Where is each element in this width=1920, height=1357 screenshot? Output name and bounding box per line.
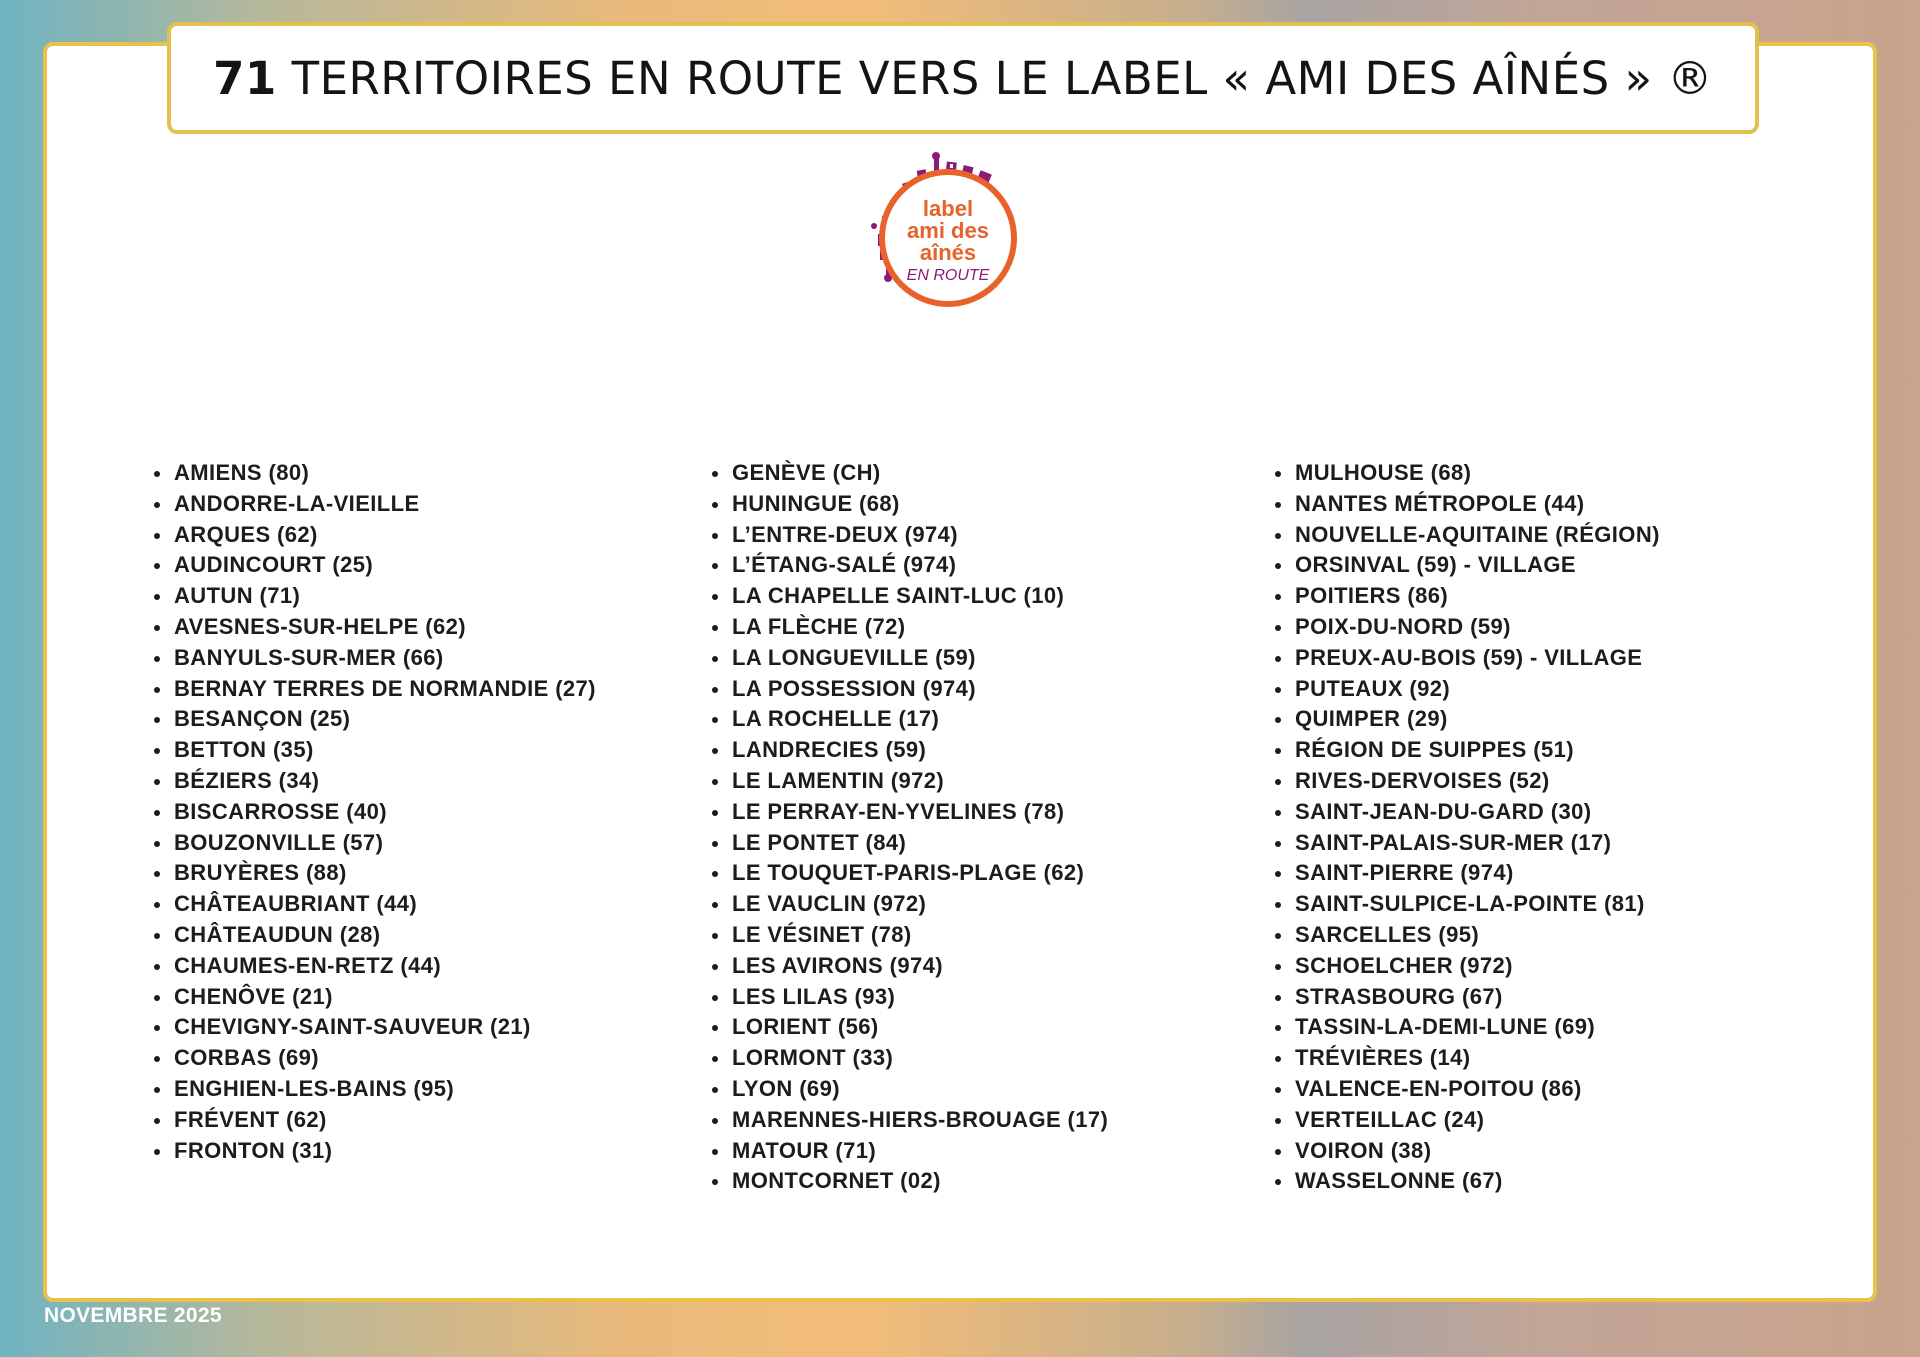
territory-item: PUTEAUX (92): [1271, 674, 1660, 705]
territory-item: LA ROCHELLE (17): [708, 704, 1108, 735]
logo-line3: aînés: [919, 240, 977, 265]
territory-list-3: [1271, 458, 1660, 1197]
territory-item: FRONTON (31): [150, 1136, 596, 1167]
territory-item: LA LONGUEVILLE (59): [708, 643, 1108, 674]
territory-item: BÉZIERS (34): [150, 766, 596, 797]
territory-item: LANDRECIES (59): [708, 735, 1108, 766]
territory-columns: [0, 458, 1920, 1218]
territory-item: LE VÉSINET (78): [708, 920, 1108, 951]
territory-item: LES LILAS (93): [708, 982, 1108, 1013]
territory-item: MARENNES-HIERS-BROUAGE (17): [708, 1105, 1108, 1136]
label-logo: [850, 138, 1034, 322]
territory-item: PREUX-AU-BOIS (59) - VILLAGE: [1271, 643, 1660, 674]
logo-line2: ami des: [907, 218, 989, 243]
territory-item: VOIRON (38): [1271, 1136, 1660, 1167]
territory-item: AMIENS (80): [150, 458, 596, 489]
territory-item: CHAUMES-EN-RETZ (44): [150, 951, 596, 982]
territory-item: QUIMPER (29): [1271, 704, 1660, 735]
territory-item: FRÉVENT (62): [150, 1105, 596, 1136]
territory-item: BRUYÈRES (88): [150, 858, 596, 889]
territory-item: LES AVIRONS (974): [708, 951, 1108, 982]
territory-item: RÉGION DE SUIPPES (51): [1271, 735, 1660, 766]
territory-item: WASSELONNE (67): [1271, 1166, 1660, 1197]
logo-line4: EN ROUTE: [906, 267, 990, 284]
territory-item: LA CHAPELLE SAINT-LUC (10): [708, 581, 1108, 612]
territory-item: TASSIN-LA-DEMI-LUNE (69): [1271, 1012, 1660, 1043]
territory-item: RIVES-DERVOISES (52): [1271, 766, 1660, 797]
territory-item: LORIENT (56): [708, 1012, 1108, 1043]
territory-item: SAINT-PALAIS-SUR-MER (17): [1271, 828, 1660, 859]
territory-item: ENGHIEN-LES-BAINS (95): [150, 1074, 596, 1105]
territory-item: BETTON (35): [150, 735, 596, 766]
territory-item: LE LAMENTIN (972): [708, 766, 1108, 797]
territory-item: LA POSSESSION (974): [708, 674, 1108, 705]
territory-item: LE TOUQUET-PARIS-PLAGE (62): [708, 858, 1108, 889]
territory-item: STRASBOURG (67): [1271, 982, 1660, 1013]
page-title: [213, 52, 1713, 105]
territory-item: CORBAS (69): [150, 1043, 596, 1074]
territory-item: CHÂTEAUDUN (28): [150, 920, 596, 951]
territory-item: BANYULS-SUR-MER (66): [150, 643, 596, 674]
territory-item: LE PERRAY-EN-YVELINES (78): [708, 797, 1108, 828]
territory-item: SAINT-PIERRE (974): [1271, 858, 1660, 889]
territory-item: BERNAY TERRES DE NORMANDIE (27): [150, 674, 596, 705]
territory-item: BISCARROSSE (40): [150, 797, 596, 828]
territory-item: AVESNES-SUR-HELPE (62): [150, 612, 596, 643]
territory-item: MULHOUSE (68): [1271, 458, 1660, 489]
territory-item: NANTES MÉTROPOLE (44): [1271, 489, 1660, 520]
footer-date: NOVEMBRE 2025: [44, 1304, 222, 1327]
territory-item: LORMONT (33): [708, 1043, 1108, 1074]
territory-item: LE PONTET (84): [708, 828, 1108, 859]
territory-item: POIX-DU-NORD (59): [1271, 612, 1660, 643]
territory-item: AUTUN (71): [150, 581, 596, 612]
territory-item: HUNINGUE (68): [708, 489, 1108, 520]
territory-list-2: [708, 458, 1108, 1197]
territory-list-1: [150, 458, 596, 1166]
territory-item: BESANÇON (25): [150, 704, 596, 735]
territory-item: MATOUR (71): [708, 1136, 1108, 1167]
territory-item: LE VAUCLIN (972): [708, 889, 1108, 920]
territory-item: L’ENTRE-DEUX (974): [708, 520, 1108, 551]
territory-item: VALENCE-EN-POITOU (86): [1271, 1074, 1660, 1105]
territory-item: CHENÔVE (21): [150, 982, 596, 1013]
territory-item: MONTCORNET (02): [708, 1166, 1108, 1197]
territory-item: VERTEILLAC (24): [1271, 1105, 1660, 1136]
territory-item: SAINT-SULPICE-LA-POINTE (81): [1271, 889, 1660, 920]
territory-item: POITIERS (86): [1271, 581, 1660, 612]
territory-item: SAINT-JEAN-DU-GARD (30): [1271, 797, 1660, 828]
territory-item: AUDINCOURT (25): [150, 550, 596, 581]
territory-item: L’ÉTANG-SALÉ (974): [708, 550, 1108, 581]
territory-item: CHEVIGNY-SAINT-SAUVEUR (21): [150, 1012, 596, 1043]
territory-item: TRÉVIÈRES (14): [1271, 1043, 1660, 1074]
territory-item: SCHOELCHER (972): [1271, 951, 1660, 982]
title-banner: [167, 22, 1759, 134]
territory-item: CHÂTEAUBRIANT (44): [150, 889, 596, 920]
territory-item: ANDORRE-LA-VIEILLE: [150, 489, 596, 520]
title-text: TERRITOIRES EN ROUTE VERS LE LABEL « AMI DES AÎNÉS » ®: [291, 51, 1713, 105]
territory-item: SARCELLES (95): [1271, 920, 1660, 951]
title-count: 71: [213, 51, 277, 105]
territory-item: NOUVELLE-AQUITAINE (RÉGION): [1271, 520, 1660, 551]
territory-item: GENÈVE (CH): [708, 458, 1108, 489]
logo-line1: label: [922, 196, 974, 221]
territory-item: ARQUES (62): [150, 520, 596, 551]
territory-item: LA FLÈCHE (72): [708, 612, 1108, 643]
territory-item: BOUZONVILLE (57): [150, 828, 596, 859]
territory-item: ORSINVAL (59) - VILLAGE: [1271, 550, 1660, 581]
territory-item: LYON (69): [708, 1074, 1108, 1105]
